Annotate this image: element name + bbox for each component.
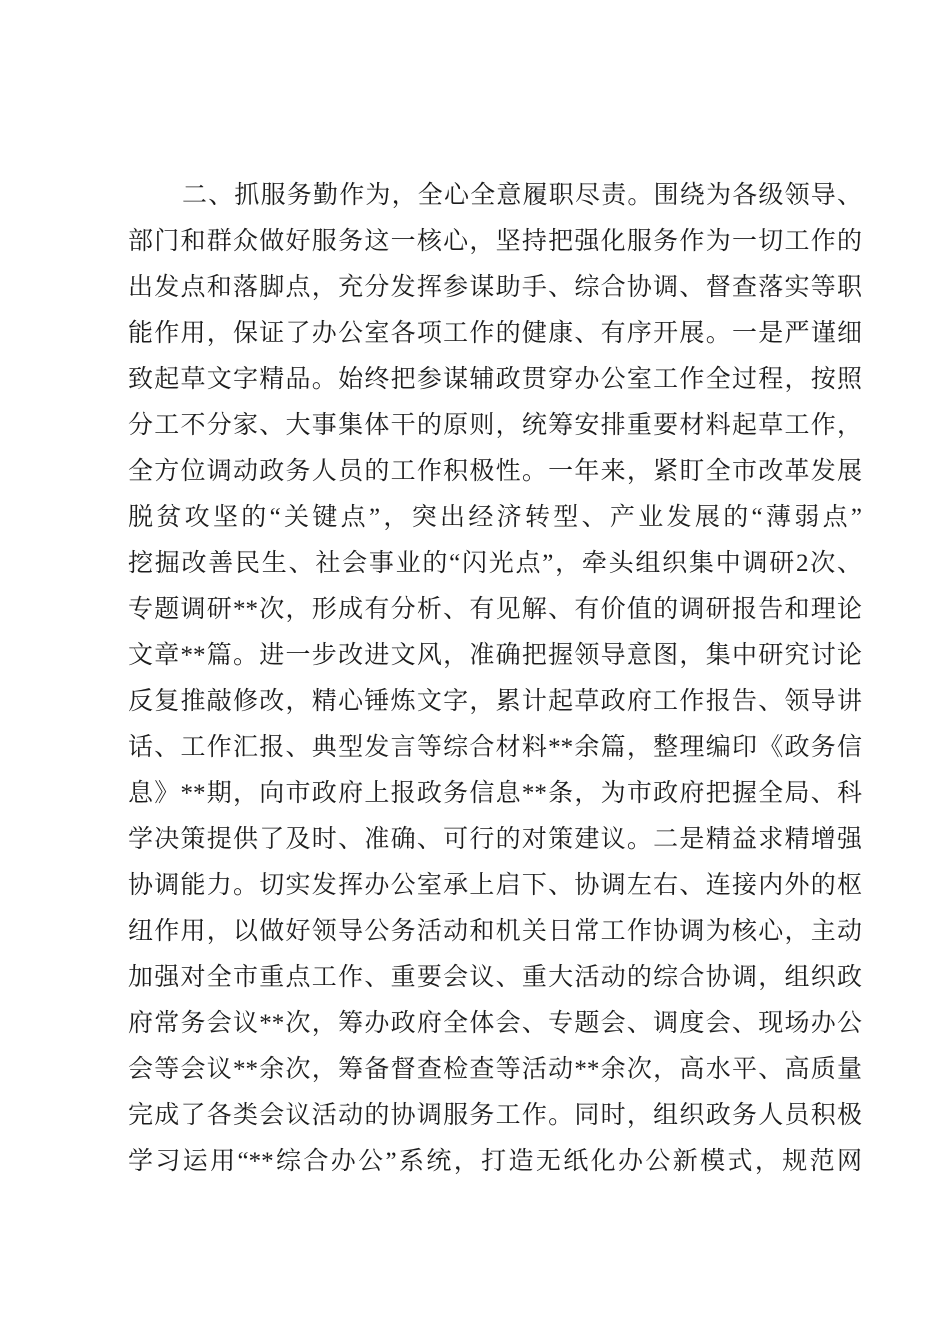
text-line: 反复推敲修改，精心锤炼文字，累计起草政府工作报告、领导讲 xyxy=(128,688,862,715)
text-line: 纽作用，以做好领导公务活动和机关日常工作协调为核心，主动 xyxy=(128,918,862,945)
text-line: 致起草文字精品。始终把参谋辅政贯穿办公室工作全过程，按照 xyxy=(128,366,862,393)
text-line: 府常务会议**次，筹办政府全体会、专题会、调度会、现场办公 xyxy=(128,1010,862,1037)
text-line: 学习运用“**综合办公”系统，打造无纸化办公新模式，规范网 xyxy=(128,1148,862,1175)
text-line: 完成了各类会议活动的协调服务工作。同时，组织政务人员积极 xyxy=(128,1102,862,1129)
text-line: 协调能力。切实发挥办公室承上启下、协调左右、连接内外的枢 xyxy=(128,872,862,899)
text-line: 话、工作汇报、典型发言等综合材料**余篇，整理编印《政务信 xyxy=(128,734,862,761)
text-line: 二、抓服务勤作为，全心全意履职尽责。围绕为各级领导、 xyxy=(182,182,862,209)
text-line: 部门和群众做好服务这一核心，坚持把强化服务作为一切工作的 xyxy=(128,228,862,255)
text-line: 会等会议**余次，筹备督查检查等活动**余次，高水平、高质量 xyxy=(128,1056,862,1083)
paragraph-block xyxy=(128,173,862,1185)
text-line: 学决策提供了及时、准确、可行的对策建议。二是精益求精增强 xyxy=(128,826,862,853)
text-line: 专题调研**次，形成有分析、有见解、有价值的调研报告和理论 xyxy=(128,596,862,623)
text-line: 文章**篇。进一步改进文风，准确把握领导意图，集中研究讨论 xyxy=(128,642,862,669)
text-line: 加强对全市重点工作、重要会议、重大活动的综合协调，组织政 xyxy=(128,964,862,991)
text-line: 挖掘改善民生、社会事业的“闪光点”，牵头组织集中调研2次、 xyxy=(128,550,862,577)
text-line: 全方位调动政务人员的工作积极性。一年来，紧盯全市改革发展 xyxy=(128,458,862,485)
text-line: 息》**期，向市政府上报政务信息**条，为市政府把握全局、科 xyxy=(128,780,862,807)
text-line: 分工不分家、大事集体干的原则，统筹安排重要材料起草工作， xyxy=(128,412,862,439)
text-line: 能作用，保证了办公室各项工作的健康、有序开展。一是严谨细 xyxy=(128,320,862,347)
text-line: 脱贫攻坚的“关键点”，突出经济转型、产业发展的“薄弱点” xyxy=(128,504,862,531)
text-line: 出发点和落脚点，充分发挥参谋助手、综合协调、督查落实等职 xyxy=(128,274,862,301)
